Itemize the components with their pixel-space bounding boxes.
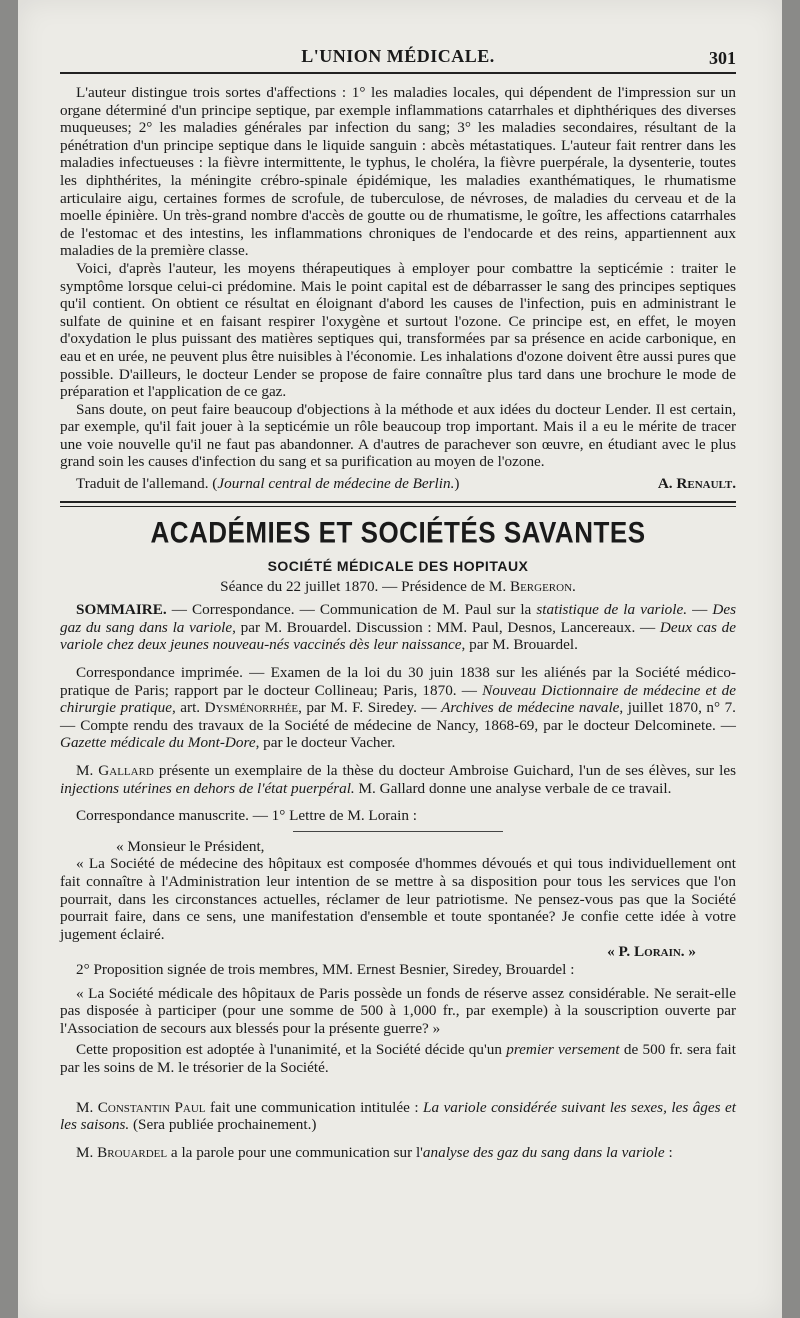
seance-text: Séance du 22 juillet 1870. — Présidence de M.: [220, 577, 510, 595]
translated-close: ): [454, 475, 460, 493]
sommaire-italic-3: Deux cas de variole chez deux jeunes nouveau-nés vaccinés dès leur naissance: [60, 618, 736, 654]
brouardel-name: M. Brouardel: [76, 1143, 168, 1161]
translated-text: Traduit de l'allemand. (: [76, 475, 218, 493]
corr-text-1: Correspondance imprimée. — Examen de la loi du 30 juin 1838 sur les aliénés par la Société médico-pratique de Paris; rapport par le docteur Collineau; Paris, 1870. —: [60, 664, 736, 699]
gallard-text-2: M. Gallard donne une analyse verbale de ce travail.: [354, 779, 672, 797]
adoption-paragraph: [60, 1041, 736, 1076]
short-rule: [293, 831, 503, 832]
article-paragraph-2: Voici, d'après l'auteur, les moyens thérapeutiques à employer pour combattre la septicémie : traiter le symptôme lorsque celui-ci prédomine. Mais le point capital est de débarrasser le sang des principes septiques qu'il contient. On obtient ce résultat en éloignant d'abord les causes de l'infection, puis en administrant le sulfate de quinine et en faisant respirer l'oxygène et surtout l'ozone. Ce principe est, en effet, le moyen d'oxydation le plus puissant des matières septiques qui, transformées par sa présence en acide carbonique, en eau et en urée, ne peuvent plus être nuisibles à l'économie. Les inhalations d'ozone doivent être aussi pures que possible. D'ailleurs, le docteur Lender se propose de faire connaître plus tard dans une brochure le mode de préparation et l'application de ce gaz.: [60, 259, 736, 401]
running-title: L'UNION MÉDICALE.: [301, 46, 495, 66]
article-paragraph-3: Sans doute, on peut faire beaucoup d'objections à la méthode et aux idées du docteur Lender. Il est certain, par exemple, qu'il fait jouer à la septicémie un rôle beaucoup trop important. Mais il a eu le mérite de tracer une voie nouvelle qu'il ne faut pas abandonner. A d'autres de parachever son œuvre, en étudiant avec le plus grand soin les causes d'infection du sang et sa purification au moyen de l'ozone.: [60, 400, 736, 471]
manuscrite-heading: Correspondance manuscrite. — 1° Lettre de M. Lorain :: [76, 807, 417, 825]
adoption-text-1: Cette proposition est adoptée à l'unanimité, et la Société décide qu'un: [76, 1041, 507, 1059]
paul-italic-1: La variole considérée suivant les sexes, les âges et les saisons.: [60, 1098, 736, 1134]
article-paragraph-1: L'auteur distingue trois sortes d'affections : 1° les maladies locales, qui dépendent de l'impression sur un organe déterminé d'un principe septique, par exemple inflammations catarrhales et diphthériques des diverses muqueuses; 2° les maladies générales par infection du sang; 3° les maladies secondaires, résultant de la pénétration d'un principe septique dans le liquide sanguin : abcès métastatiques. L'auteur fait rentrer dans les maladies infectueuses : la fièvre intermittente, le typhus, le choléra, la fièvre puerpérale, la dysenterie, toutes les diphthérites, la méningite crébro-spinale épidémique, les maladies exanthématiques, le rhumatisme articulaire aigu, certaines formes de scrofule, de tuberculose, de névroses, de maladies du cerveau et de la moelle épinière. Un très-grand nombre d'accès de goutte ou de rhumatisme, le goître, les affections catarrhales de l'estomac et des intestins, les inflammations chroniques de l'endocarde et des reins, appartiennent aux maladies de la première classe.: [60, 84, 736, 260]
letter-salutation: « Monsieur le Président,: [116, 837, 265, 855]
lorain-letter: « La Société de médecine des hôpitaux est composée d'hommes dévoués et qui tous individuellement ont fait connaître à l'Administration leur intention de se mettre à sa disposition pour tous les services que l'on pourrait, dans les circonstances actuelles, réclamer de leur patriotisme. Ne pensez-vous pas que la Société pourrait faire, dans ce sens, une manifestation d'ensemble et toute spontanée? Je confie cette idée à votre jugement éclairé.: [60, 855, 736, 943]
proposal-text: « La Société médicale des hôpitaux de Paris possède un fonds de réserve assez considérable. Ne serait-elle pas disposée à participer (pour une somme de 500 à 1,000 fr., par exemple) à la souscription ouverte par l'Association de secours aux blessés pour la présente guerre? »: [60, 984, 736, 1037]
gallard-italic-1: injections utérines en dehors de l'état puerpéral.: [60, 779, 355, 797]
section-divider: [60, 501, 736, 507]
brouardel-text-2: :: [664, 1143, 673, 1161]
brouardel-italic-1: analyse des gaz du sang dans la variole: [422, 1143, 665, 1161]
corr-text-2: , art.: [171, 699, 205, 717]
sommaire-italic-1: statistique de la variole.: [536, 601, 688, 619]
brouardel-paragraph: [60, 1144, 736, 1162]
sommaire: [60, 601, 736, 654]
seance-line: [60, 578, 736, 596]
sommaire-text-4: , par M. Brouardel.: [461, 636, 578, 654]
sommaire-text-3: , par M. Brouardel. Discussion : MM. Paul, Desnos, Lancereaux. —: [232, 618, 660, 636]
correspondance-imprimee: [60, 664, 736, 752]
page-header: [60, 40, 736, 74]
president-name: Bergeron.: [509, 577, 576, 595]
adoption-italic-1: premier versement: [506, 1041, 620, 1059]
gallard-text-1: présente un exemplaire de la thèse du docteur Ambroise Guichard, l'un de ses élèves, sur les: [153, 762, 736, 779]
corr-italic-3: Gazette médicale du Mont-Dore: [60, 734, 256, 752]
corr-italic-2: Archives de médecine navale: [441, 699, 620, 717]
adoption-text-2: de 500 fr. sera fait par les soins de M. le trésorier de la Société.: [60, 1041, 736, 1076]
corr-text-5: , par le docteur Vacher.: [255, 734, 396, 752]
sommaire-label: SOMMAIRE.: [76, 601, 167, 619]
corr-text-3: , par M. F. Siredey. —: [298, 699, 442, 717]
paul-paragraph: [60, 1099, 736, 1134]
sommaire-text-1: — Correspondance. — Communication de M. Paul sur la: [166, 601, 537, 619]
corr-italic-1: Nouveau Dictionnaire de médecine et de chirurgie pratique: [60, 681, 736, 717]
journal-name: Journal central de médecine de Berlin.: [217, 475, 455, 493]
page: [18, 0, 782, 1318]
paul-name: M. Constantin Paul: [76, 1098, 206, 1116]
corr-text-4: , juillet 1870, n° 7. — Compte rendu des travaux de la Société de médecine de Nancy, 1868-69, par le docteur Delcominete. —: [60, 699, 736, 734]
article-author: A. Renault.: [657, 475, 736, 493]
page-number: 301: [709, 48, 736, 68]
corr-smallcaps-1: Dysménorrhée: [204, 699, 299, 717]
paul-text-1: fait une communication intitulée :: [205, 1098, 424, 1116]
gallard-paragraph: [60, 762, 736, 797]
sommaire-text-2: —: [687, 601, 713, 619]
paul-text-2: (Sera publiée prochainement.): [129, 1116, 317, 1134]
brouardel-text-1: a la parole pour une communication sur l': [167, 1143, 423, 1161]
page-content: [60, 40, 736, 1161]
proposal-heading: 2° Proposition signée de trois membres, MM. Ernest Besnier, Siredey, Brouardel :: [76, 960, 575, 978]
gallard-name: M. Gallard: [76, 762, 154, 779]
society-title: SOCIÉTÉ MÉDICALE DES HOPITAUX: [267, 557, 529, 574]
section-title: ACADÉMIES ET SOCIÉTÉS SAVANTES: [150, 514, 646, 549]
sommaire-italic-2: Des gaz du sang dans la variole: [60, 601, 737, 636]
translation-credit: [60, 475, 736, 493]
lorain-signature: « P. Lorain. »: [607, 943, 696, 961]
